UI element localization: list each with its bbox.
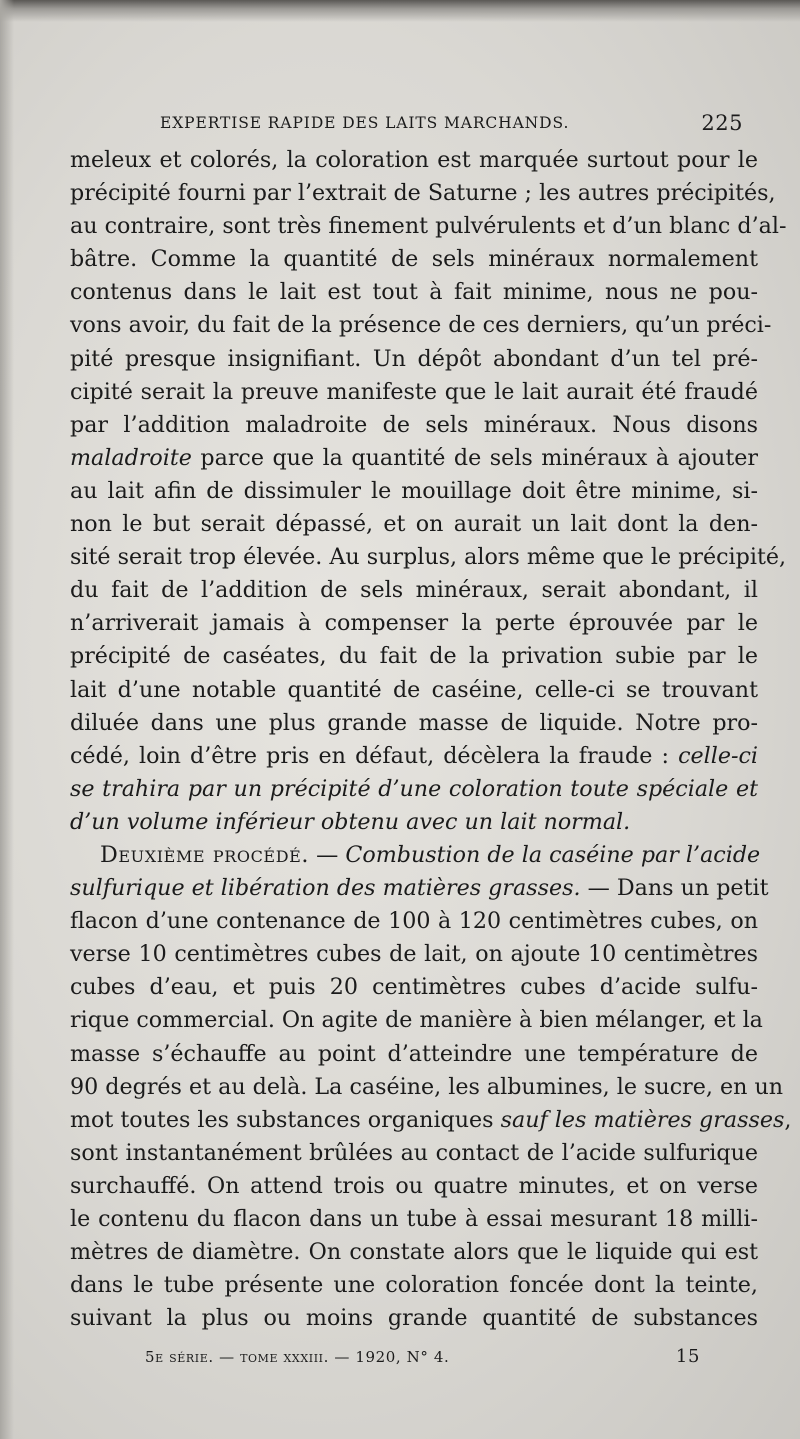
signature-footer: [145, 1346, 700, 1374]
text-line: diluée dans une plus grande masse de liquide. Notre pro-: [70, 709, 758, 736]
text-line: flacon d’une contenance de 100 à 120 centimètres cubes, on: [70, 908, 758, 935]
running-head: [160, 112, 755, 138]
text-line: au lait afin de dissimuler le mouillage doit être minime, si-: [70, 477, 758, 504]
text-line: mot toutes les substances organiques sauf les matières grasses,: [70, 1106, 792, 1133]
text-line: sont instantanément brûlées au contact de l’acide sulfurique: [70, 1139, 758, 1166]
text-line: lait d’une notable quantité de caséine, celle-ci se trouvant: [70, 676, 758, 703]
text-line: suivant la plus ou moins grande quantité de substances: [70, 1305, 758, 1332]
body-text: [70, 144, 792, 1335]
text-line: cipité serait la preuve manifeste que le lait aurait été fraudé: [70, 378, 758, 405]
section-subtitle: sulfurique et libération des matières grasses.: [70, 875, 581, 902]
signature-line: 5e série. — tome xxxiii. — 1920, N° 4.: [145, 1348, 450, 1366]
italic-emphasis: maladroite: [70, 444, 192, 471]
text-line: mètres de diamètre. On constate alors que le liquide qui est: [70, 1239, 758, 1266]
running-title: EXPERTISE RAPIDE DES LAITS MARCHANDS.: [160, 114, 570, 132]
signature-mark: 15: [675, 1346, 700, 1367]
text-line: du fait de l’addition de sels minéraux, serait abondant, il: [70, 577, 758, 604]
text-line: cubes d’eau, et puis 20 centimètres cubes d’acide sulfu-: [70, 974, 758, 1001]
text-line: n’arriverait jamais à compenser la perte éprouvée par le: [70, 610, 758, 637]
scan-left-shadow: [0, 0, 14, 1439]
text-line: d’un volume inférieur obtenu avec un lait normal.: [70, 808, 631, 835]
text-line: masse s’échauffe au point d’atteindre une température de: [70, 1040, 758, 1067]
section-heading: Deuxième procédé.: [100, 841, 310, 868]
text-line: précipité fourni par l’extrait de Saturne ; les autres précipités,: [70, 180, 776, 207]
scan-top-shadow: [0, 0, 800, 22]
text-line: surchauffé. On attend trois ou quatre minutes, et on verse: [70, 1172, 758, 1199]
text-line: pité presque insignifiant. Un dépôt abondant d’un tel pré-: [70, 345, 758, 372]
text-line: rique commercial. On agite de manière à bien mélanger, et la: [70, 1007, 763, 1034]
text-line: sité serait trop élevée. Au surplus, alors même que le précipité,: [70, 544, 787, 571]
text-line: non le but serait dépassé, et on aurait un lait dont la den-: [70, 511, 758, 538]
text-line: verse 10 centimètres cubes de lait, on ajoute 10 centimètres: [70, 941, 758, 968]
text-line: sulfurique et libération des matières grasses. — Dans un petit: [70, 875, 769, 902]
text-line: au contraire, sont très finement pulvérulents et d’un blanc d’al-: [70, 213, 787, 240]
text-line: contenus dans le lait est tout à fait minime, nous ne pou-: [70, 279, 758, 306]
text-line: se trahira par un précipité d’une coloration toute spéciale et: [70, 775, 758, 802]
text-line: 90 degrés et au delà. La caséine, les albumines, le sucre, en un: [70, 1073, 784, 1100]
page-number: 225: [701, 111, 743, 135]
text-line: cédé, loin d’être pris en défaut, décèlera la fraude : celle-ci: [70, 742, 758, 769]
text-line: bâtre. Comme la quantité de sels minéraux normalement: [70, 246, 758, 273]
italic-emphasis: celle-ci: [678, 742, 758, 769]
text-line: par l’addition maladroite de sels minéraux. Nous disons: [70, 411, 758, 438]
section-heading-line: Deuxième procédé. — Combustion de la caséine par l’acide: [100, 841, 761, 868]
text-line: vons avoir, du fait de la présence de ces derniers, qu’un préci-: [70, 312, 772, 339]
text-line: précipité de caséates, du fait de la privation subie par le: [70, 643, 758, 670]
section-subtitle: Combustion de la caséine par l’acide: [345, 841, 761, 868]
text-line: maladroite parce que la quantité de sels minéraux à ajouter: [70, 444, 758, 471]
italic-emphasis: sauf les matières grasses: [500, 1106, 785, 1133]
text-line: dans le tube présente une coloration foncée dont la teinte,: [70, 1272, 758, 1299]
text-line: meleux et colorés, la coloration est marquée surtout pour le: [70, 147, 758, 173]
text-line: le contenu du flacon dans un tube à essai mesurant 18 milli-: [70, 1206, 758, 1232]
